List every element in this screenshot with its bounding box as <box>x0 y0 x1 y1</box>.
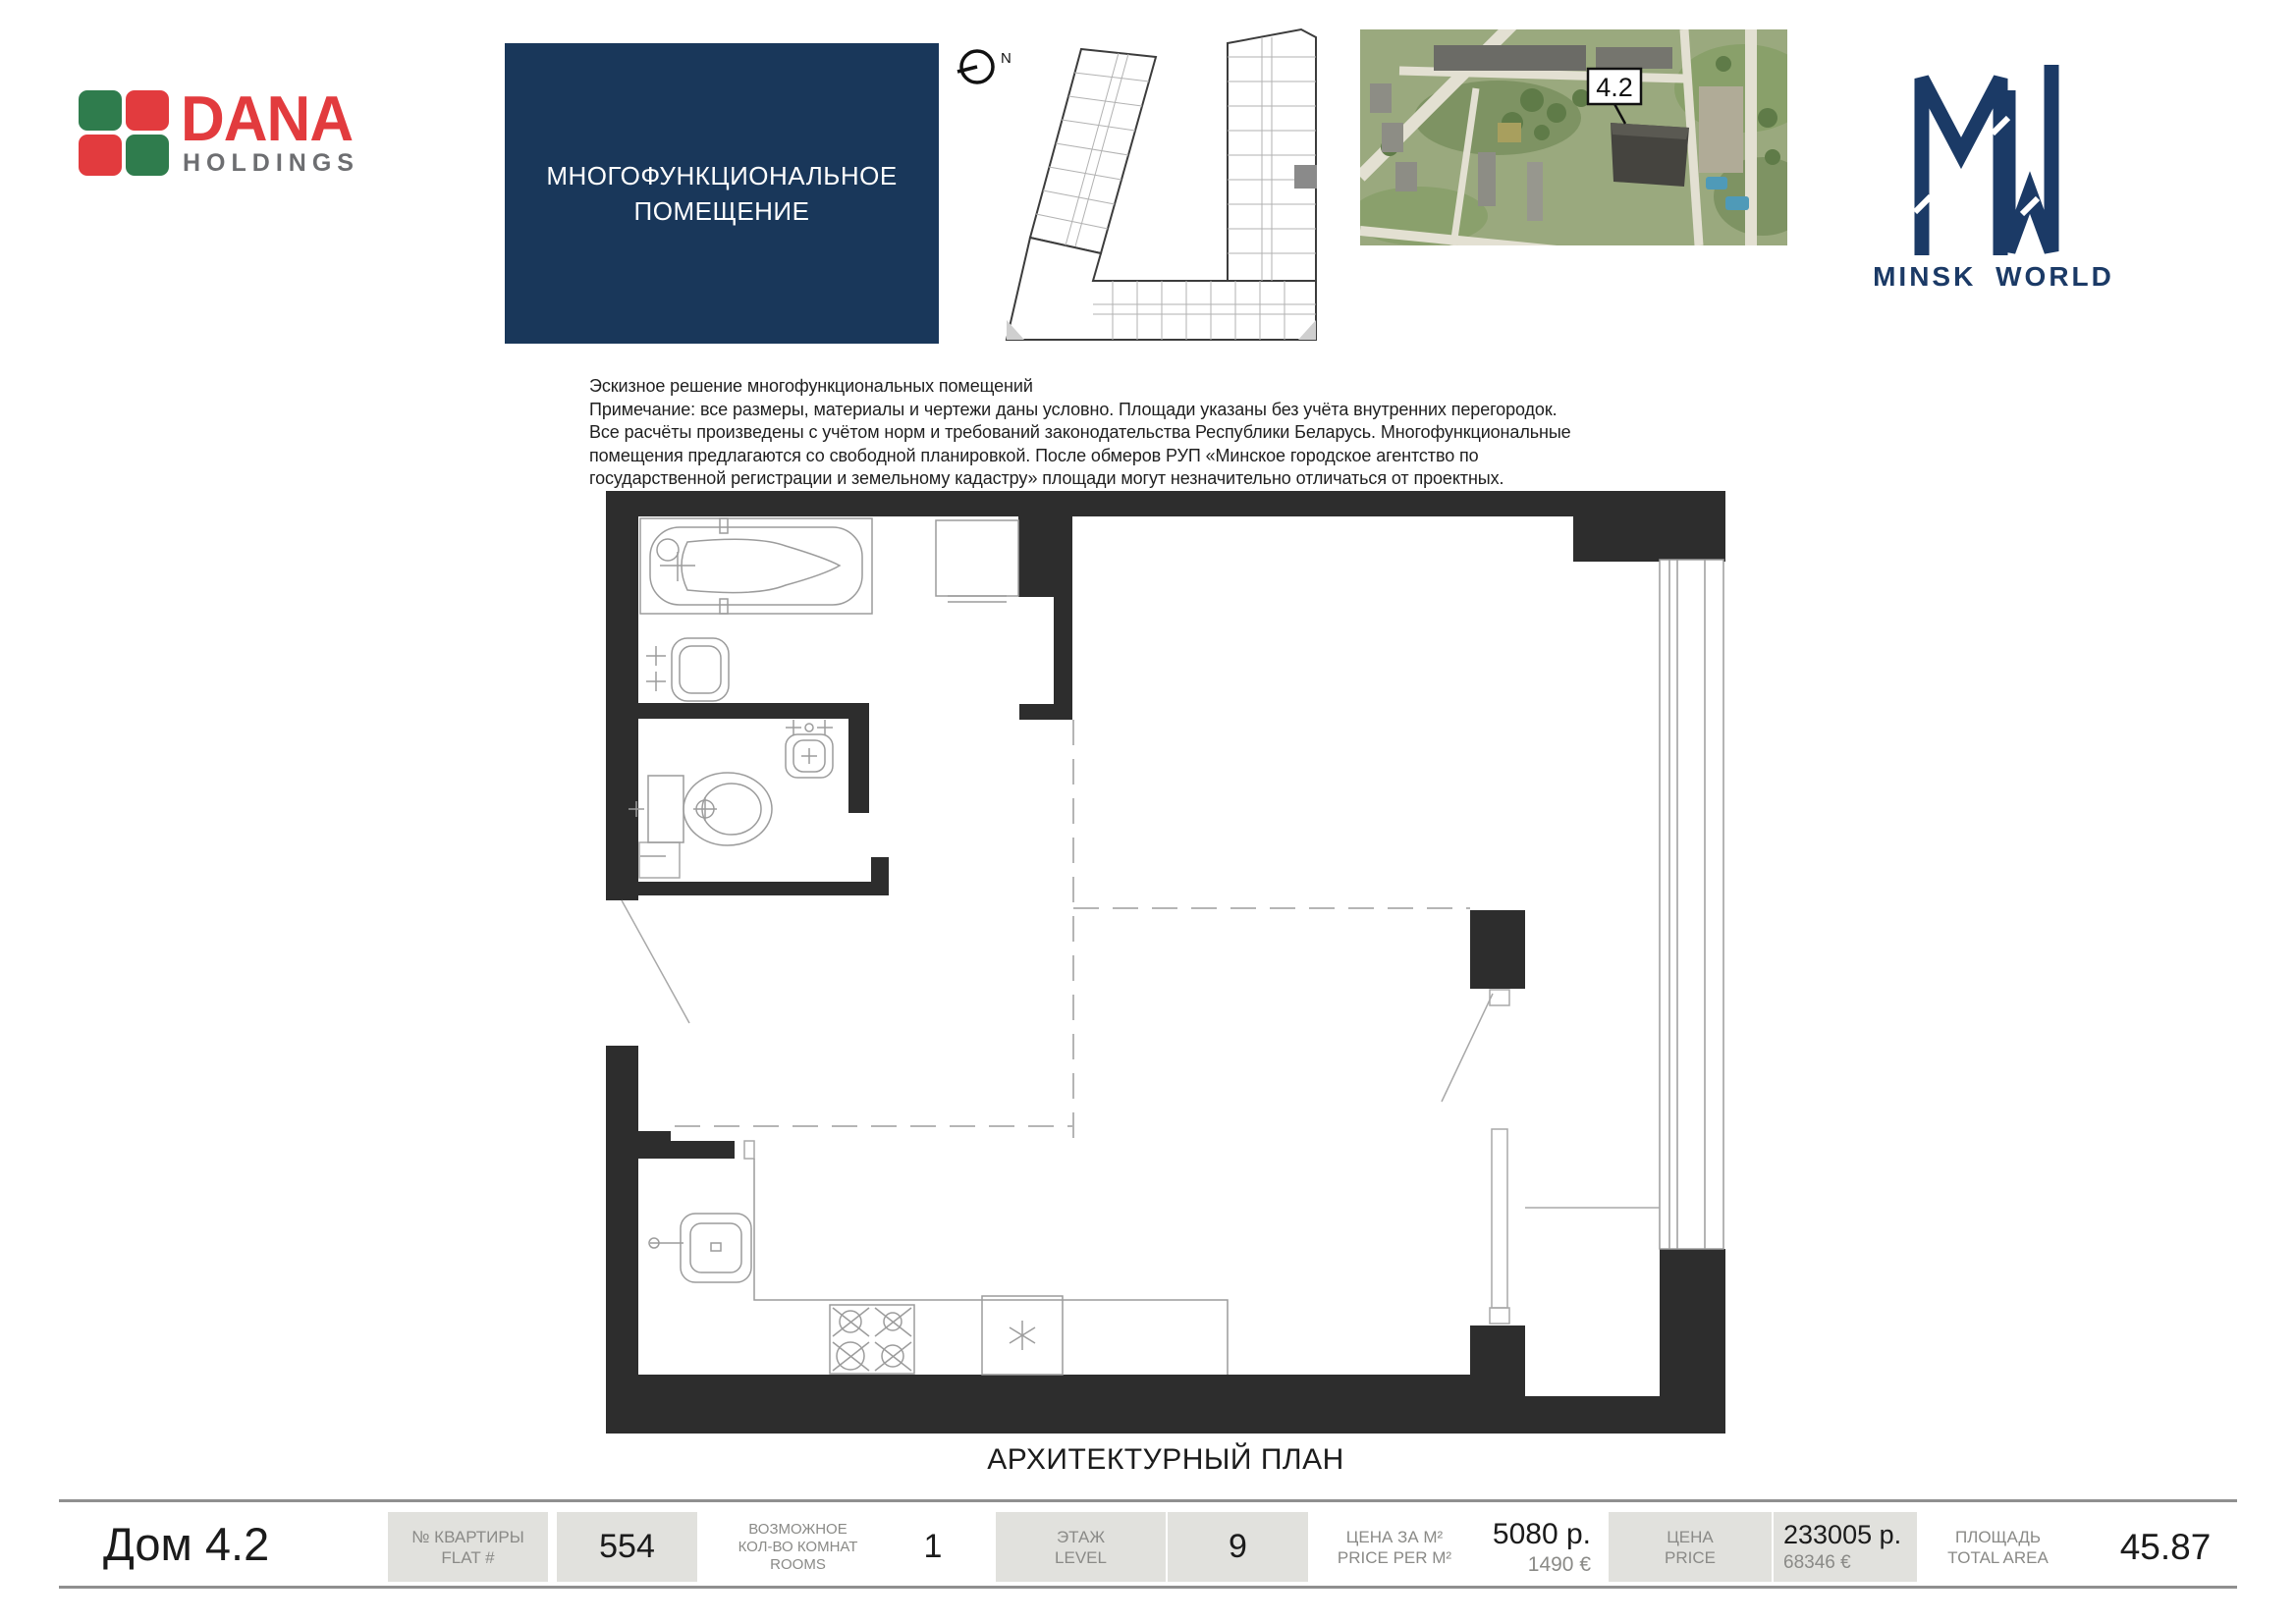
kitchen-counter <box>754 1159 1228 1375</box>
unit-type-banner <box>505 43 939 344</box>
walls <box>606 491 1725 1434</box>
floor-plan <box>601 487 1730 1437</box>
bathtub <box>640 518 872 614</box>
toilet <box>629 773 772 845</box>
washbasin <box>646 638 729 701</box>
highlighted-unit <box>1294 165 1317 189</box>
total-area-label: ПЛОЩАДЬ TOTAL AREA <box>1947 1527 2049 1567</box>
dana-squares-icon <box>79 90 171 177</box>
loggia-door-jamb <box>1490 990 1509 1005</box>
dana-wordmark: DANA <box>181 83 354 155</box>
shaft-box <box>936 520 1018 602</box>
summary-bar <box>59 1499 2237 1589</box>
dana-holdings-wordmark: HOLDINGS <box>183 149 359 177</box>
svg-text:4.2: 4.2 <box>1596 73 1633 102</box>
disclaimer-line: Все расчёты произведены с учётом норм и требований законодательства Республики Беларусь. Многофункциональные <box>589 422 1571 443</box>
disclaimer-line: Примечание: все размеры, материалы и чертежи даны условно. Площади указаны без учёта внутренних перегородок. <box>589 399 1558 419</box>
north-arrow-icon <box>957 50 1011 82</box>
disclaimer-line: государственной регистрации и земельному кадастру» площади могут незначительно отличаться от проектных. <box>589 468 1504 489</box>
loggia-door-panel <box>1492 1129 1507 1308</box>
rooms-label: ВОЗМОЖНОЕ КОЛ-ВО КОМНАТ ROOMS <box>738 1520 858 1573</box>
bathroom-fixtures <box>629 518 1018 845</box>
loggia-door-jamb <box>1490 1308 1509 1324</box>
free-plan-dashed-lines <box>640 720 1470 1139</box>
kitchen-fixtures <box>649 1159 1228 1375</box>
disclaimer-line: помещения предлагаются со свободной планировкой. После обмеров РУП «Минское городское агентство по <box>589 445 1479 465</box>
level-value: 9 <box>1168 1512 1308 1582</box>
price-per-m2-value: 5080 р. 1490 € <box>1492 1517 1591 1576</box>
price-value: 233005 р. 68346 € <box>1774 1512 1917 1582</box>
minsk-world-wordmark: MINSK WORLD <box>1873 261 2114 292</box>
total-area-value: 45.87 <box>2119 1526 2212 1567</box>
flat-number-label: № КВАРТИРЫ FLAT # <box>388 1512 548 1582</box>
dana-holdings-logo <box>79 83 491 184</box>
entry-niche <box>639 842 680 878</box>
building-name: Дом 4.2 <box>103 1518 270 1570</box>
plan-caption: АРХИТЕКТУРНЫЙ ПЛАН <box>987 1443 1344 1476</box>
svg-text:N: N <box>1001 50 1011 67</box>
aerial-photo <box>1360 29 1787 245</box>
price-per-m2-label: ЦЕНА ЗА М² PRICE PER M² <box>1337 1527 1452 1567</box>
disclaimer-text <box>589 375 1748 491</box>
banner-line2: ПОМЕЩЕНИЕ <box>633 196 810 226</box>
entry-door-swing <box>622 900 689 1023</box>
disclaimer-line: Эскизное решение многофункциональных помещений <box>589 376 1033 396</box>
rooms-value: 1 <box>923 1528 943 1565</box>
banner-line1: МНОГОФУНКЦИОНАЛЬНОЕ <box>546 161 898 190</box>
loggia-door-swing <box>1442 994 1493 1102</box>
wc-sink <box>786 720 833 778</box>
kitchen-sink <box>649 1214 751 1282</box>
minsk-world-monogram-icon <box>1908 63 2065 257</box>
window <box>1660 560 1723 1249</box>
price-label: ЦЕНА PRICE <box>1609 1512 1772 1582</box>
building-key-plan <box>956 27 1340 347</box>
fridge <box>982 1296 1063 1375</box>
flat-number-value: 554 <box>557 1512 697 1582</box>
stove <box>830 1305 914 1374</box>
level-label: ЭТАЖ LEVEL <box>996 1512 1166 1582</box>
kitchen-jamb <box>744 1141 754 1159</box>
